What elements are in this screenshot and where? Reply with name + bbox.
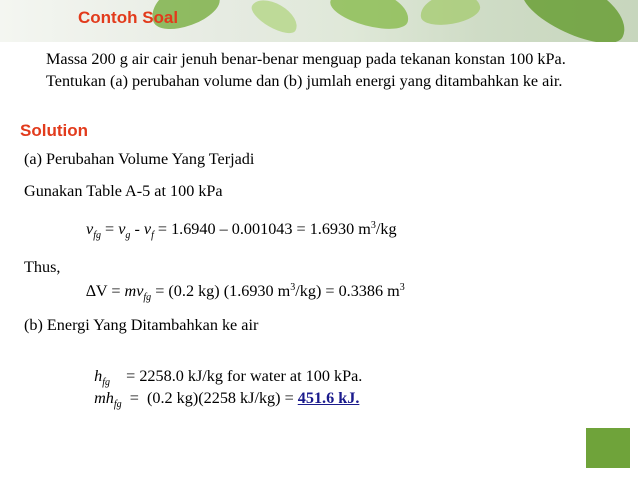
table-reference: Gunakan Table A-5 at 100 kPa <box>24 182 223 200</box>
leaf-decoration <box>515 0 636 42</box>
solution-heading: Solution <box>20 121 88 140</box>
corner-square <box>586 428 630 468</box>
thus-label: Thus, <box>24 258 61 276</box>
problem-box <box>34 42 600 122</box>
leaf-decoration <box>247 0 302 39</box>
leaf-decoration <box>418 0 482 29</box>
part-a-title: (a) Perubahan Volume Yang Terjadi <box>24 150 255 168</box>
energy-answer: 451.6 kJ. <box>297 389 360 407</box>
volume-change-equation: $\Delta V = mv_{fg} = (0.2$ kg) (1.6930 $m^3/kg) = 0.3386$ $m^3$ <box>86 282 405 303</box>
energy-equation: $mh_{fg} = (0.2$ kg)(2258 kJ/kg) = 451.6 kJ. <box>94 389 360 410</box>
problem-text: Massa 200 g air cair jenuh benar-benar menguap pada tekanan konstan 100 kPa. Tentukan (a) perubahan volume dan (b) jumlah energi yang ditambahkan ke air. <box>46 50 566 90</box>
slide-title: Contoh Soal <box>78 8 179 27</box>
leaf-decoration <box>327 0 414 36</box>
part-b-title: (b) Energi Yang Ditambahkan ke air <box>24 316 259 334</box>
hfg-equation: $h_{fg}$ = 2258.0 kJ/kg for water at 100 kPa. <box>94 367 363 388</box>
vfg-equation: $v_{fg} = v_g - v_f = 1.6940 - 0.001043 = 1.6930$ $m^3/kg$ <box>86 220 397 241</box>
